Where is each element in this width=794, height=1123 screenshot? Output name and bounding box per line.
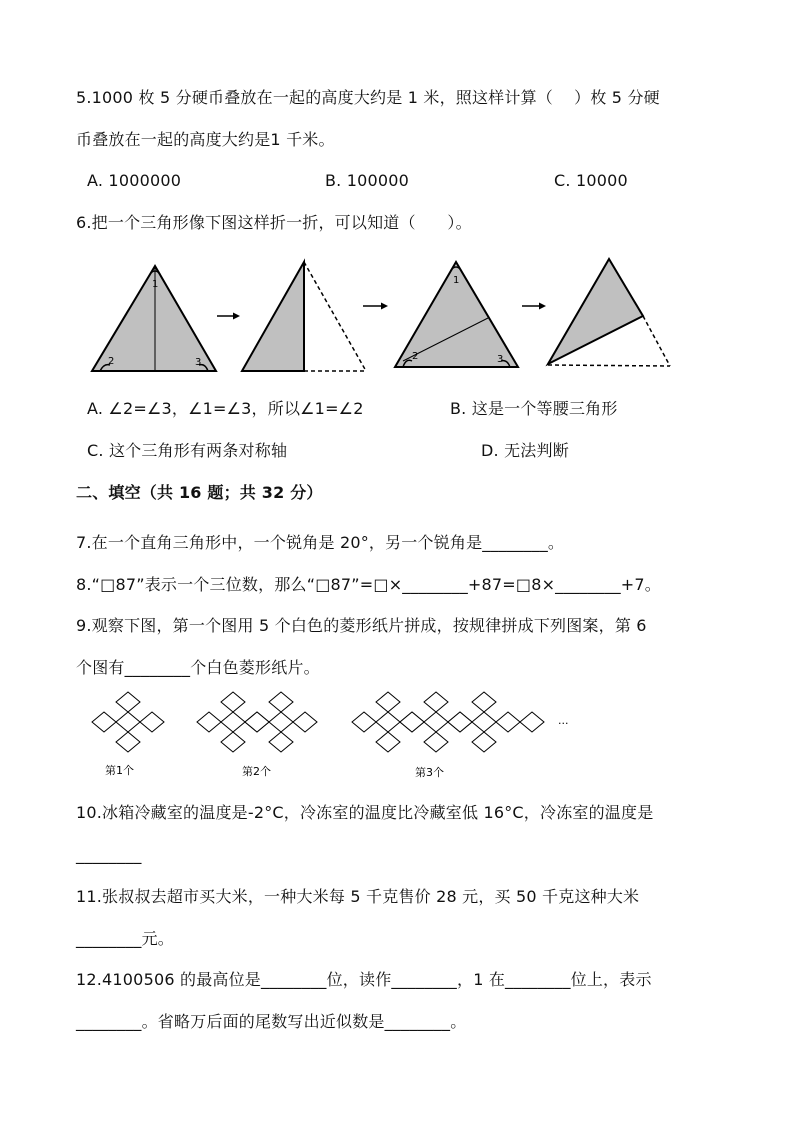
q9-line1: 9.观察下图，第一个图用 5 个白色的菱形纸片拼成，按规律拼成下列图案，第 6 xyxy=(76,616,647,635)
pattern-ellipsis: ... xyxy=(558,714,569,727)
angle-label-2: 2 xyxy=(412,351,419,362)
triangle-1 xyxy=(92,266,216,371)
q7-text: 7.在一个直角三角形中，一个锐角是 20°，另一个锐角是________。 xyxy=(76,533,565,552)
q6-folding-figure xyxy=(0,0,794,400)
white-rhombus xyxy=(496,712,520,732)
triangle-3 xyxy=(395,262,518,367)
q5-option-a: A. 1000000 xyxy=(87,171,182,190)
angle-label-1: 1 xyxy=(453,275,460,286)
white-rhombus xyxy=(520,712,544,732)
q12-line2: ________。省略万后面的尾数写出近似数是________。 xyxy=(76,1012,467,1031)
q5-line2: 币叠放在一起的高度大约是1 千米。 xyxy=(76,130,335,149)
section-title: 二、填空（共 16 题；共 32 分） xyxy=(76,483,323,502)
white-rhombus xyxy=(424,732,448,752)
white-rhombus xyxy=(116,732,140,752)
white-rhombus xyxy=(269,692,293,712)
white-rhombus xyxy=(221,712,245,732)
white-rhombus xyxy=(376,732,400,752)
q9-rhombus-pattern xyxy=(0,690,794,790)
white-rhombus xyxy=(400,712,424,732)
triangle-4 xyxy=(548,259,670,366)
q6-option-a: A. ∠2=∠3，∠1=∠3，所以∠1=∠2 xyxy=(87,399,364,418)
white-rhombus xyxy=(376,692,400,712)
pattern-label-3: 第3个 xyxy=(415,766,444,779)
white-rhombus xyxy=(221,732,245,752)
q10-line1: 10.冰箱冷藏室的温度是-2°C，冷冻室的温度比冷藏室低 16°C，冷冻室的温度是 xyxy=(76,803,654,822)
white-rhombus xyxy=(472,732,496,752)
q11-line1: 11.张叔叔去超市买大米，一种大米每 5 千克售价 28 元，买 50 千克这种大米 xyxy=(76,887,640,906)
q12-line1: 12.4100506 的最高位是________位，读作________，1 在________位上，表示 xyxy=(76,970,652,989)
white-rhombus xyxy=(472,692,496,712)
q6-option-d: D. 无法判断 xyxy=(481,441,569,460)
white-rhombus xyxy=(269,732,293,752)
pattern-label-2: 第2个 xyxy=(242,765,271,778)
q6-stem: 6.把一个三角形像下图这样折一折，可以知道（ ）。 xyxy=(76,213,472,232)
q6-option-c: C. 这个三角形有两条对称轴 xyxy=(87,441,288,460)
q5-option-b: B. 100000 xyxy=(325,171,410,190)
q5-option-c: C. 10000 xyxy=(554,171,628,190)
q8-text: 8.“□87”表示一个三位数，那么“□87”=□×________+87=□8×________+7。 xyxy=(76,575,661,594)
pattern-label-1: 第1个 xyxy=(105,764,134,777)
white-rhombus xyxy=(424,692,448,712)
white-rhombus xyxy=(116,712,140,732)
white-rhombus xyxy=(116,692,140,712)
arrow-right-icon xyxy=(363,303,388,310)
white-rhombus xyxy=(221,692,245,712)
white-rhombus xyxy=(245,712,269,732)
white-rhombus xyxy=(140,712,164,732)
white-rhombus xyxy=(472,712,496,732)
white-rhombus xyxy=(92,712,116,732)
white-rhombus xyxy=(293,712,317,732)
angle-label-2: 2 xyxy=(108,356,115,367)
q5-line1: 5.1000 枚 5 分硬币叠放在一起的高度大约是 1 米，照这样计算（ ）枚 5 分硬 xyxy=(76,88,660,107)
white-rhombus xyxy=(448,712,472,732)
angle-label-3: 3 xyxy=(195,357,202,368)
arrow-right-icon xyxy=(522,303,546,310)
white-rhombus xyxy=(376,712,400,732)
q11-line2: ________元。 xyxy=(76,929,175,948)
white-rhombus xyxy=(197,712,221,732)
q10-line2: ________ xyxy=(76,845,142,864)
angle-label-3: 3 xyxy=(497,354,504,365)
white-rhombus xyxy=(269,712,293,732)
white-rhombus xyxy=(424,712,448,732)
triangle-2 xyxy=(242,262,366,371)
white-rhombus xyxy=(352,712,376,732)
q6-option-b: B. 这是一个等腰三角形 xyxy=(450,399,618,418)
arrow-right-icon xyxy=(217,313,240,320)
angle-label-1: 1 xyxy=(152,279,159,290)
q9-line2: 个图有________个白色菱形纸片。 xyxy=(76,658,320,677)
